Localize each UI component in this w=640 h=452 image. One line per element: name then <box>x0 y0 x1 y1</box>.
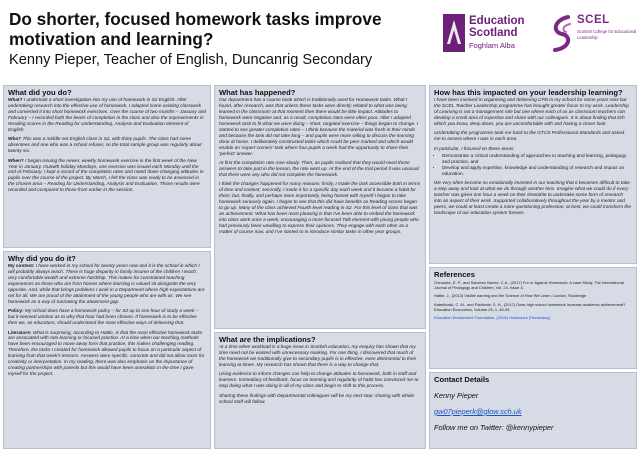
contact-heading: Contact Details <box>434 375 490 384</box>
para-label: When? <box>8 158 24 164</box>
para-text: I have worked in my school for twenty years now and it is the school in which I will probably always teach. There is huge disparity in family income of the children I teach: very comfortable wealth and extreme hardship. This makes for constrained teaching experiences as those who are from homes where learning is valued sit alongside the very opposite. And, while that brings problems I work in a Department where high expectations are set for all. We are proud of the attainment of the young people who are with us. We see homework as a way of narrowing the attainment gap. <box>8 264 205 305</box>
contact-panel <box>429 372 637 449</box>
para-label: Policy: <box>8 309 24 315</box>
paragraph: At a time when workload is a huge issue in Scottish education, my enquiry has shown that my time need not be wasted with unnecessary marking. For one thing, I discovered that much of the homework we traditionally give to secondary pupils is in effective, even detrimental to their learning at times. My research has shown that there is a way to change that. <box>219 345 417 368</box>
leadership-panel <box>429 85 637 264</box>
contact-name: Kenny Pieper <box>434 391 479 400</box>
para-label: My context: <box>8 264 35 269</box>
paragraph: Undertaking the programme took me back to the GTCS Professional Standards and asked me to assess where I was in each area. <box>434 131 625 143</box>
reference-item <box>434 315 632 320</box>
focus-areas-list <box>442 154 632 178</box>
what-happened-panel <box>214 85 426 329</box>
paragraph <box>8 98 206 134</box>
paragraph: I have been involved in organising and delivering CPD in my school for some years now but the SCEL Teacher Leadership programme has brought greater focus to my work. Leadership of Learning is not a management role but one where each of us as classroom teachers can develop a small area of expertise and share with our colleagues. It is about finding that itch which you know, deep down, you are uncomfortable with and having a closer look. <box>434 98 629 127</box>
paragraph: Sharing these findings with Departmental colleagues will be my next step: sharing with whole school staff will follow. <box>219 393 415 405</box>
scel-logo <box>550 12 636 56</box>
paragraph: Our department has a course book which is traditionally used for Homework tasks. What I found, after research, was that unless these tasks were directly related to what was being learned in the classroom at that moment then there would be little impact. Attitudes to homework were negative and, as a result, completion rates were often poor. After I adapted homework task to fit what we were doing – short, targeted exercise – things began to change. I started to see greater completion rates – I think because the material was fresh in their minds and because the task did not take long – and pupils were more willing to discuss the learning done at home. I deliberately constructed tasks which could be peer marked and which would enable an 'expert corners' task where four pupils a week had the opportunity to share their 'perfect' answer. <box>219 98 419 157</box>
list-item: • Demonstrate a critical understanding of approaches to teaching and learning, pedagogy and practice, and <box>442 154 632 166</box>
what-happened-heading: What has happened? <box>219 88 296 97</box>
reference-item: Gonzalez, E. P., and Sanchez Nunez, C.A., (2017) For or Against Homework: A case Study, The International Journal of Pedagogy and Children, Vol. 24, Issue 4. <box>434 280 624 291</box>
leadership-heading: How has this impacted on your leadership learning? <box>434 88 623 97</box>
para-text: My school does have a homework policy – for S2 up to one hour of study a week – but it seemed unclear as to why that hour had been chosen. If homework is to be effective then we, as educators, should understand the most effective ways of delivering that. <box>8 309 199 327</box>
paragraph: In particular, I focused on these areas: <box>434 146 515 152</box>
why-did-you-do-it-heading: Why did you do it? <box>8 254 76 263</box>
scel-swirl-icon <box>550 14 574 52</box>
paragraph <box>8 331 206 379</box>
reference-item: Hattie, J., (2013) Visible earning and the Science of How We Learn, London, Routledge <box>434 293 587 299</box>
contact-twitter[interactable]: Follow me on Twitter: @kennypieper <box>434 423 554 432</box>
education-scotland-logo <box>443 14 543 54</box>
reference-item: Katerikoski, C. M., and Pablionis, S. H., (2017) Does high school homework increase academic achievement? Education Economics, Volume 25, 1, 45-49. <box>434 301 626 312</box>
para-text: I undertook a short investigation into my use of homework in S2 English. After undertaking research into the effective use of homework, I adapted some existing classwork and converted it into short homework exercises. Over the course of two months – January and February – I recorded both the levels of completion in the class and also the improvements in Reading scores in the Reading for Understanding, Analysis and Evaluation element of English. <box>8 98 207 133</box>
poster-header <box>0 0 640 80</box>
para-label: Literature: <box>8 330 32 336</box>
paragraph <box>8 309 206 327</box>
scel-tagline: Scottish College for Educational Leadership <box>577 29 637 40</box>
implications-heading: What are the implications? <box>219 335 316 344</box>
paragraph <box>8 264 206 306</box>
references-heading: References <box>434 270 475 279</box>
contact-email-link[interactable]: gw07pieperk@glow.sch.uk <box>434 407 522 416</box>
list-item: • Develop and apply expertise, knowledge and understanding of research and impact on education. <box>442 166 632 178</box>
poster-author: Kenny Pieper, Teacher of English, Duncanrig Secondary <box>9 52 373 68</box>
scel-name: SCEL <box>577 14 610 26</box>
paragraph: At first the completion rate rose slowly. Then, as pupils realised that they would need those answers to take part in the lesson, the rate went up. At the end of the trial period it was unusual that there were any who did not complete the homework. <box>219 161 419 178</box>
references-panel <box>429 267 637 369</box>
why-did-you-do-it-panel <box>3 251 211 449</box>
education-scotland-mark-icon <box>443 14 465 52</box>
para-text: This was a middle set English class in S2, with thirty pupils. The class had some absentees and one who was a school refuser, so the total sample group was regularly about twenty six. <box>8 137 202 155</box>
paragraph <box>8 137 206 155</box>
para-text: I began issuing the newer, weekly homework exercise in the first week of the New Year in January. Outwith holiday Mondays, one exercise was issued each Monday until the end of February. I kept a record of the completion rates and noted down changing attitudes in pupils over the course of the project. By March, I felt the class was ready to be assessed in the chosen area – Reading for Understanding, Analysis and Evaluation. Those results were recorded and compared to those from earlier in the session. <box>8 158 204 194</box>
para-label: Who? <box>8 137 22 143</box>
paragraph: Using evidence to inform changes can help to change attitudes to homework, both in staff and learners. Immediacy of feedback, focus on learning and regularity of habit has convinced me to stop doing what I was doing in all of my class and begin to shift to this process. <box>219 372 419 390</box>
paragraph: We very often become so emotionally invested in our teaching that it becomes difficult to take a step away and look at what we do through another lens. Imagine what we could do if every teacher was given one hour a week on their timetable to undertake some form of research into an aspect of their work. Supported collaboratively throughout the year by a mentor and peers, we could at least create a more questioning profession; at best, we could transform the landscape of our education system forever. <box>434 180 631 216</box>
what-did-you-do-panel <box>3 85 211 248</box>
para-label: What? <box>8 98 23 103</box>
poster-title: Do shorter, focused homework tasks improve motivation and learning? <box>9 9 382 49</box>
paragraph <box>8 159 206 195</box>
implications-panel <box>214 332 426 449</box>
reference-link[interactable]: Education Endowment Foundation. (2018) Homework (Secondary) <box>434 315 551 321</box>
es-logo-line2: Scotland <box>469 27 518 39</box>
para-text: What is surprising, according to Hattie, is that the most effective homework tasks are associated with rote learning or focused practice. At a time when our teaching methods have been encouraged to move away form that practice, this makes challenging reading. Therefore, the tasks I created for homework allowed pupils to focus on a particular aspect of learning from that week's lessons. Answers were specific, concrete and did not allow room for creativity or interpretation. In my reading, there was also emphasis on the importance of creating partnerships with parents but this would have been unrealistic in the time I gave myself for the project. <box>8 330 205 378</box>
es-logo-line3: Foghlam Alba <box>469 41 515 50</box>
what-did-you-do-heading: What did you do? <box>8 88 72 97</box>
paragraph: I think the changes happened for many reasons: firstly, I made the task accessible both in terms of time and content; secondly, I made it for a specific day each week and it became a habit for them; but, finally, and perhaps more importantly, being honest with myself I began to take homework seriously again. I began to see that this did have benefits as Reading scores began to go up. Many of the class achieved Fourth level reading in S2. For this level of class that was an achievement. What has been most pleasing is that I've been able to embed the homework into class work once a week, encouraging a more focused Talk element with young people who had previously been unwilling to express their opinions. They engage with each other as a matter of course now, and I've started to in introduce similar tasks in other year groups. <box>219 182 421 236</box>
es-logo-line1: Education <box>469 15 525 27</box>
